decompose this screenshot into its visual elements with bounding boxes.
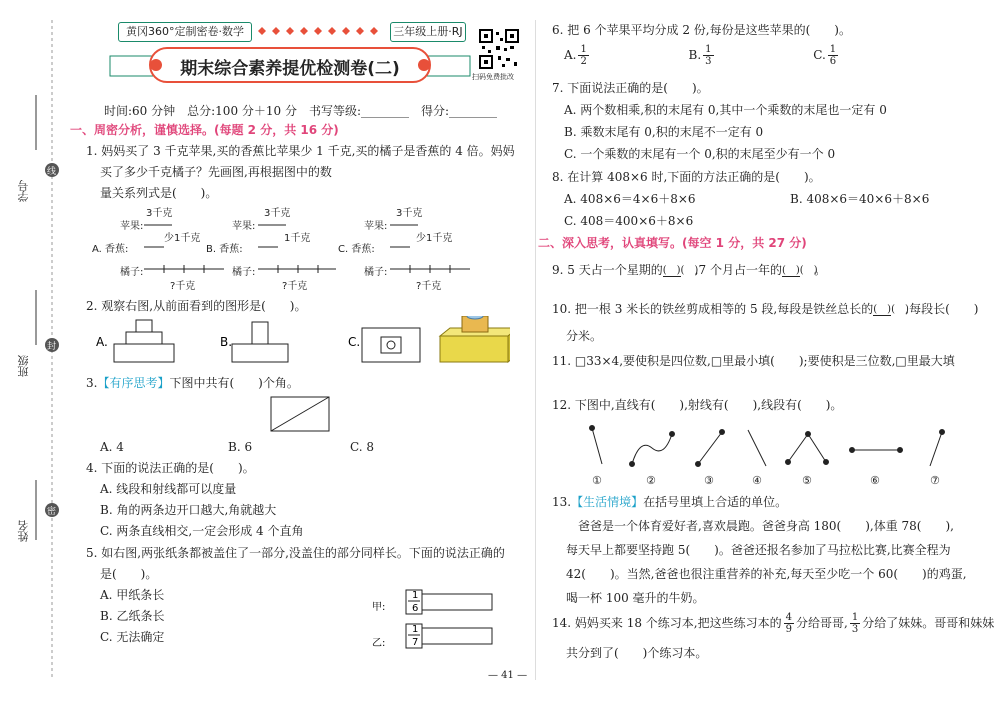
q13-number: 13. xyxy=(552,495,572,509)
q12-label-5: ⑤ xyxy=(802,474,812,487)
q6-b-den: 3 xyxy=(705,56,712,67)
q1-diagrams xyxy=(92,205,472,295)
sidebar-class-label: 班级 xyxy=(17,355,30,377)
q1-line2: 买了多少千克橘子？先画图,再根据图中的数 xyxy=(100,165,332,179)
q6-c-num: 1 xyxy=(829,44,837,55)
q9-blank-fraction-1[interactable]: ( )( ) xyxy=(662,265,699,276)
sidebar-name-label: 姓名 xyxy=(17,520,30,542)
q13-text: 在括号里填上合适的单位。 xyxy=(643,495,788,509)
page-title: 期末综合素养提优检测卷(二) xyxy=(180,59,400,79)
q1a-orange-label: 橘子: xyxy=(120,267,144,278)
q1a-question: ?千克 xyxy=(170,281,196,292)
q9-part3: 。 xyxy=(813,263,826,277)
q5-line2: 是( )。 xyxy=(100,567,158,581)
q14-frac2-den: 3 xyxy=(851,624,859,635)
binding-strip xyxy=(0,0,72,700)
qr-caption: 扫码免费批改 xyxy=(472,73,514,81)
q1a-apple-label: 苹果: xyxy=(120,221,144,232)
q6-options xyxy=(564,44,840,67)
binding-lines xyxy=(0,0,72,700)
q1-line3: 量关系列式是( )。 xyxy=(100,186,218,200)
q10-line2: 分米。 xyxy=(566,329,603,343)
q6-a-den: 2 xyxy=(580,56,587,67)
q8-option-b: B. 408×6＝40×6＋8×6 xyxy=(790,192,930,206)
q1c-apple-label: 苹果: xyxy=(364,221,388,232)
sidebar-student-id-label: 学号 xyxy=(17,180,30,202)
q1a-option: A. 香蕉: xyxy=(92,244,129,255)
q6-option-c: C. xyxy=(813,48,826,62)
q6-a-num: 1 xyxy=(580,44,587,55)
q5-frac16-den: 6 xyxy=(412,603,419,614)
q10-part2: ,每段长( ) xyxy=(905,302,979,316)
page-number: — 41 — xyxy=(488,670,528,681)
q12-label-3: ③ xyxy=(704,474,714,487)
q11-text: 11. □33×4,要使积是四位数,□里最小填( );要使积是三位数,□里最大填 xyxy=(552,354,955,368)
q3-line xyxy=(86,375,299,391)
seal-mark-seal: 封 xyxy=(47,342,57,352)
q3-tag: 【有序思考】 xyxy=(97,376,170,390)
q5-frac16-num: 1 xyxy=(412,590,419,601)
q14-line1 xyxy=(552,610,994,636)
q9-line xyxy=(552,258,826,282)
q13-line4: 喝一杯 100 毫升的牛奶。 xyxy=(566,591,705,605)
q3-rectangle-figure xyxy=(270,396,332,434)
q5-frac17-num: 1 xyxy=(412,624,419,635)
q3-text: 下图中共有( )个角。 xyxy=(169,376,299,390)
q2-option-c: C. xyxy=(348,335,361,349)
q12-label-6: ⑥ xyxy=(870,474,880,487)
q12-label-1: ① xyxy=(592,474,602,487)
q4-option-c: C. 两条直线相交,一定会形成 4 个直角 xyxy=(100,524,304,538)
q13-heading xyxy=(552,494,787,510)
q5-option-b: B. 乙纸条长 xyxy=(100,609,165,623)
q2-figures xyxy=(90,316,510,368)
q9-part2: ,7 个月占一年的 xyxy=(694,263,782,277)
q6-c-den: 6 xyxy=(829,56,837,67)
brand-badge: 黄冈360°定制密卷·数学 xyxy=(118,22,252,42)
q12-text: 12. 下图中,直线有( ),射线有( ),线段有( )。 xyxy=(552,398,843,412)
q3-option-c: C. 8 xyxy=(350,440,375,454)
q1c-question: ?千克 xyxy=(416,281,442,292)
q14-frac1-den: 9 xyxy=(785,624,792,635)
q14-frac1-num: 4 xyxy=(785,612,792,623)
q4-option-b: B. 角的两条边开口越大,角就越大 xyxy=(100,503,277,517)
q13-tag: 【生活情境】 xyxy=(571,495,644,509)
q3-option-a: A. 4 xyxy=(100,440,124,454)
q2-text: 2. 观察右图,从前面看到的图形是( )。 xyxy=(86,299,307,313)
q14-line2: 共分到了( )个练习本。 xyxy=(566,646,708,660)
q1b-option: B. 香蕉: xyxy=(206,244,243,255)
q10-part1: 10. 把一根 3 米长的铁丝剪成相等的 5 段,每段是铁丝总长的 xyxy=(552,302,874,316)
q5-jia-label: 甲: xyxy=(372,602,386,613)
q5-yi-label: 乙: xyxy=(372,638,386,649)
q5-option-a: A. 甲纸条长 xyxy=(100,588,165,602)
q1b-3kg: 3千克 xyxy=(264,208,291,219)
q14-frac2-num: 1 xyxy=(851,612,859,623)
q8-option-c: C. 408＝400×6＋8×6 xyxy=(564,214,694,228)
q8-option-a: A. 408×6＝4×6＋8×6 xyxy=(564,192,696,206)
q12-label-2: ② xyxy=(646,474,656,487)
q3-option-b: B. 6 xyxy=(228,440,253,454)
q1b-apple-label: 苹果: xyxy=(232,221,256,232)
q6-text: 6. 把 6 个苹果平均分成 2 份,每份是这些苹果的( )。 xyxy=(552,23,851,37)
q1a-3kg: 3千克 xyxy=(146,208,173,219)
q1c-option: C. 香蕉: xyxy=(338,244,375,255)
q1c-3kg: 3千克 xyxy=(396,208,423,219)
section-2-heading: 二、深入思考，认真填写。(每空 1 分，共 27 分) xyxy=(538,236,807,250)
q1b-question: ?千克 xyxy=(282,281,308,292)
q3-number: 3. xyxy=(86,376,98,390)
qr-code[interactable] xyxy=(478,28,520,70)
q7-text: 7. 下面说法正确的是( )。 xyxy=(552,81,709,95)
q14-part1: 14. 妈妈买来 18 个练习本,把这些练习本的 xyxy=(552,616,782,630)
q5-paper-strips xyxy=(372,586,512,654)
q1-line1: 1. 妈妈买了 3 千克苹果,买的香蕉比苹果少 1 千克,买的橘子是香蕉的 4 倍。妈妈 xyxy=(86,144,515,158)
q9-blank-fraction-2[interactable]: ( )( ) xyxy=(781,265,818,276)
q5-option-c: C. 无法确定 xyxy=(100,630,165,644)
exam-info-line: 时间:60 分钟 总分:100 分＋10 分 书写等级:________ 得分:________ xyxy=(104,104,498,118)
q5-frac17-den: 7 xyxy=(412,637,419,648)
section-1-heading: 一、周密分析，谨慎选择。(每题 2 分，共 16 分) xyxy=(70,123,339,137)
q13-line3: 42( )。当然,爸爸也很注重营养的补充,每天至少吃一个 60( )的鸡蛋, xyxy=(566,567,967,581)
q14-part3: 分给了妹妹。哥哥和妹妹 xyxy=(862,616,995,630)
q1a-less1: 少1千克 xyxy=(164,233,201,244)
q1c-less1: 少1千克 xyxy=(416,233,453,244)
q12-label-4: ④ xyxy=(752,474,762,487)
q4-text: 4. 下面的说法正确的是( )。 xyxy=(86,461,255,475)
q14-part2: 分给哥哥, xyxy=(796,616,848,630)
q7-option-a: A. 两个数相乘,积的末尾有 0,其中一个乘数的末尾也一定有 0 xyxy=(564,103,887,117)
q10-blank-fraction[interactable]: ( )( ) xyxy=(873,304,909,315)
q1b-1kg: 1千克 xyxy=(284,233,311,244)
grade-badge: 三年级上册·RJ xyxy=(390,22,466,42)
q1b-orange-label: 橘子: xyxy=(232,267,256,278)
q6-b-num: 1 xyxy=(705,44,712,55)
q2-option-a: A. xyxy=(96,335,108,349)
q7-option-c: C. 一个乘数的末尾有一个 0,积的末尾至少有一个 0 xyxy=(564,147,836,161)
q7-option-b: B. 乘数末尾有 0,积的末尾不一定有 0 xyxy=(564,125,764,139)
q13-line1: 爸爸是一个体育爱好者,喜欢晨跑。爸爸身高 180( ),体重 78( ), xyxy=(578,519,954,533)
q5-line1: 5. 如右图,两张纸条都被盖住了一部分,没盖住的部分同样长。下面的说法正确的 xyxy=(86,546,505,560)
q1c-orange-label: 橘子: xyxy=(364,267,388,278)
seal-mark-secret: 密 xyxy=(47,507,57,517)
q10-line1 xyxy=(552,297,978,321)
q2-option-b: B. xyxy=(220,335,233,349)
q13-line2: 每天早上都要坚持跑 5( )。爸爸还报名参加了马拉松比赛,比赛全程为 xyxy=(566,543,951,557)
header-diamond-row xyxy=(250,24,390,38)
q12-label-7: ⑦ xyxy=(930,474,940,487)
page-divider xyxy=(535,20,536,680)
q6-option-b: B. xyxy=(688,48,702,62)
seal-mark-line: 线 xyxy=(47,167,57,177)
q12-line-figures xyxy=(580,420,960,488)
q6-option-a: A. xyxy=(564,48,577,62)
q4-option-a: A. 线段和射线都可以度量 xyxy=(100,482,237,496)
q9-part1: 9. 5 天占一个星期的 xyxy=(552,263,663,277)
q8-text: 8. 在计算 408×6 时,下面的方法正确的是( )。 xyxy=(552,170,821,184)
